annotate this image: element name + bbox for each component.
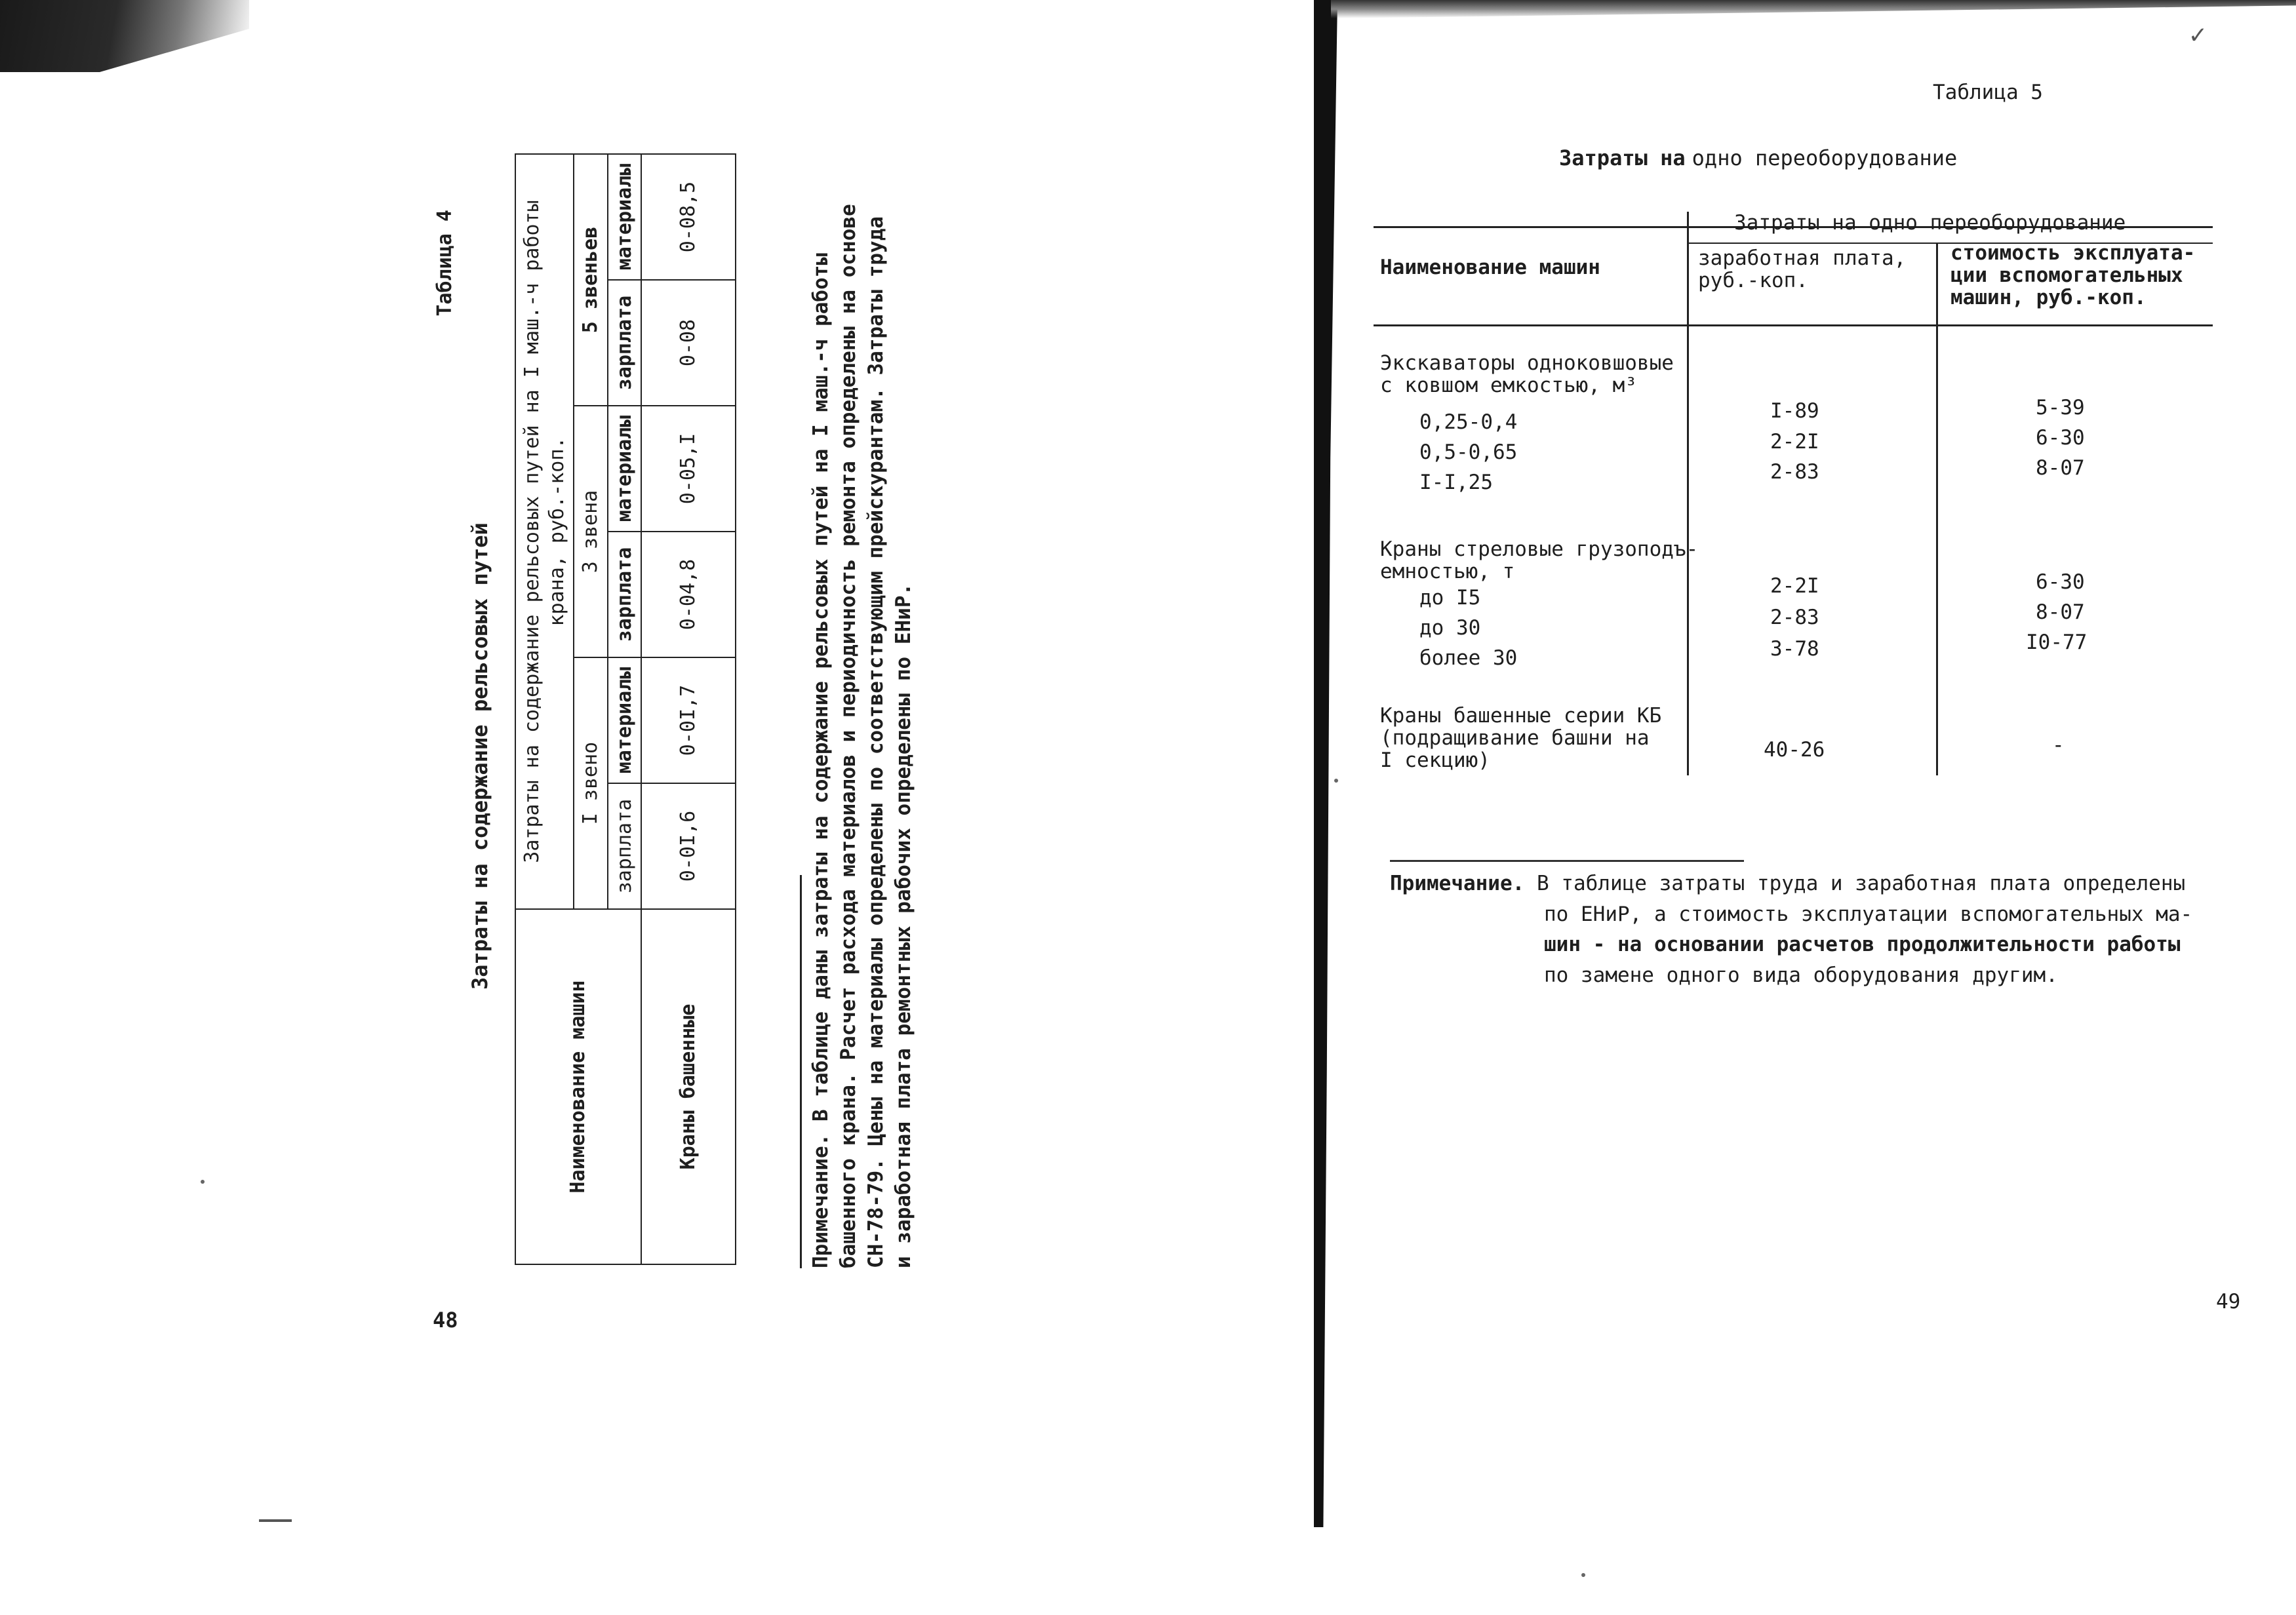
row-aux: I0-77 (2026, 631, 2088, 654)
subheader-materials: материалы (608, 154, 642, 280)
table-5 (1374, 200, 2213, 777)
section-title-line: Краны башенные серии КБ (1380, 704, 1662, 728)
header-costs: Затраты на содержание рельсовых путей на I маш.-ч работы крана, руб.-коп. (515, 154, 574, 909)
subheader-materials: материалы (608, 406, 642, 532)
header-wage-line: заработная плата, (1698, 246, 1907, 270)
section-title-line: емностью, т (1380, 560, 1515, 584)
subheader-wage: зарплата (608, 280, 642, 406)
header-aux-line: машин, руб.-коп. (1950, 286, 2147, 310)
row-wage: 2-2I (1770, 574, 1819, 598)
table-5-title-part-2: одно переоборудование (1692, 146, 1958, 170)
row-value: 0-05,I (641, 406, 736, 532)
note-text: Примечание. В таблице даны затраты на содержание рельсовых путей на I маш.-ч работы башенного крана. Расчет расхода материалов и периодичность ремонта определены на основе СН-78-79. Цены на материалы определены по соответствующим прейскурантам. Затраты труда и заработная плата ремонтных рабочих определены по ЕНиР. (809, 204, 916, 1268)
header-group-1: I звено (574, 657, 608, 909)
table-4 (515, 153, 736, 1265)
header-wage (1698, 247, 1906, 292)
scan-speck (1581, 1573, 1585, 1577)
row-machine-name: 0,25-0,4 (1419, 410, 1518, 434)
table-col-divider-1 (1687, 212, 1689, 775)
note-divider (1390, 860, 1744, 862)
row-wage: 2-83 (1770, 460, 1819, 484)
row-aux: 6-30 (2036, 570, 2085, 594)
book-spine-shadow (1314, 0, 1337, 1527)
scan-corner-shadow (0, 0, 249, 72)
header-aux-line: ции вспомогательных (1950, 263, 2183, 288)
section-title-line: Краны стреловые грузоподъ- (1380, 537, 1699, 561)
row-wage: 2-2I (1770, 430, 1819, 454)
row-value: 0-08 (641, 280, 736, 406)
row-aux: 8-07 (2036, 456, 2085, 480)
header-wage-line: руб.-коп. (1698, 269, 1808, 293)
note-line: по замене одного вида оборудования другим. (1544, 963, 2058, 987)
scan-speck (1334, 779, 1338, 783)
row-wage: 2-83 (1770, 606, 1819, 629)
header-machine-name: Наименование машин (515, 909, 641, 1264)
row-wage: 3-78 (1770, 637, 1819, 661)
header-group-3: 5 звеньев (574, 154, 608, 406)
table-4-label: Таблица 4 (433, 210, 456, 317)
row-aux: 5-39 (2036, 396, 2085, 419)
row-value: 0-08,5 (641, 154, 736, 280)
note-label: Примечание. (1390, 872, 1525, 895)
note-line: шин - на основании расчетов продолжительности работы (1544, 933, 2181, 956)
row-machine-name: до 30 (1419, 616, 1481, 640)
row-wage: I-89 (1770, 399, 1819, 423)
row-machine-name: более 30 (1419, 646, 1518, 670)
page-number-49: 49 (2216, 1290, 2241, 1313)
row-value: 0-0I,7 (641, 657, 736, 783)
page-number-48: 48 (433, 1308, 458, 1333)
section-title-line: I секцию) (1380, 749, 1490, 773)
scan-speck (259, 1519, 292, 1522)
row-aux: - (2052, 733, 2065, 757)
table-rule-header (1374, 324, 2213, 326)
header-aux (1950, 242, 2195, 309)
table-row (641, 154, 736, 1264)
row-machine-name: I-I,25 (1419, 471, 1493, 494)
row-aux: 6-30 (2036, 426, 2085, 450)
header-machine-name: Наименование машин (1380, 256, 1600, 279)
note-divider (800, 875, 802, 1268)
section-title-line: с ковшом емкостью, м³ (1380, 374, 1637, 398)
note-line: по ЕНиР, а стоимость эксплуатации вспомогательных ма- (1544, 902, 2193, 926)
left-page-rotated-content (413, 138, 977, 1304)
table-5-title (1559, 146, 1957, 170)
top-edge-shadow (1331, 0, 2296, 18)
scan-speck (201, 1180, 205, 1184)
header-aux-line: стоимость эксплуата- (1950, 241, 2196, 265)
header-group: Затраты на одно переоборудование (1734, 211, 2126, 235)
row-machine-name: 0,5-0,65 (1419, 440, 1518, 464)
section-title-line: (подращивание башни на (1380, 726, 1650, 750)
section-title-line: Экскаваторы одноковшовые (1380, 351, 1674, 375)
section-title (1380, 538, 1698, 583)
table-5-label: Таблица 5 (1933, 81, 2043, 104)
header-group-2: 3 звена (574, 406, 608, 657)
table-5-note (1390, 868, 2229, 990)
subheader-wage: зарплата (608, 532, 642, 657)
table-col-divider-2 (1936, 243, 1938, 775)
row-aux: 8-07 (2036, 600, 2085, 624)
check-mark-icon: ✓ (2190, 20, 2206, 50)
row-value: 0-04,8 (641, 532, 736, 657)
section-title (1380, 352, 1674, 397)
row-machine-name: до I5 (1419, 586, 1481, 610)
subheader-wage: зарплата (608, 783, 642, 909)
subheader-materials: материалы (608, 657, 642, 783)
table-4-note (800, 193, 918, 1268)
row-machine-name: Краны башенные (641, 909, 736, 1264)
table-4-title: Затраты на содержание рельсовых путей (467, 522, 492, 990)
table-5-title-part-1: Затраты на (1559, 146, 1686, 170)
row-value: 0-0I,6 (641, 783, 736, 909)
section-title (1380, 705, 1661, 771)
row-wage: 40-26 (1764, 738, 1825, 762)
note-line: В таблице затраты труда и заработная плата определены (1536, 872, 2186, 895)
